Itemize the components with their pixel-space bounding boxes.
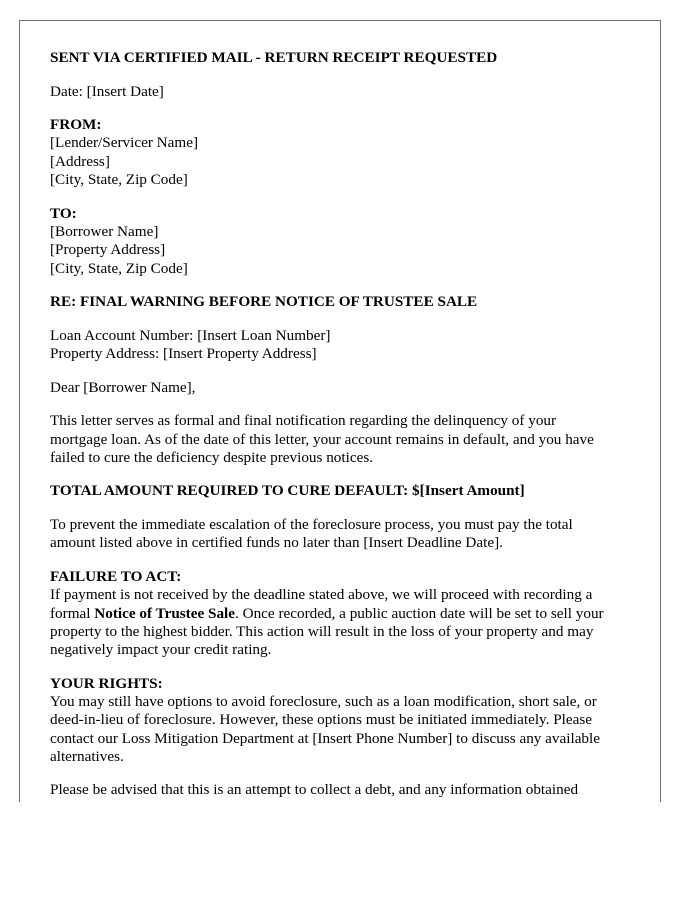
sender-name: [Lender/Servicer Name] [50,134,198,152]
total-amount-block [50,482,640,500]
salutation-block [50,379,640,397]
loan-account-number: Loan Account Number: [Insert Loan Number] [50,326,331,344]
failure-line-suffix: . Once recorded, a public auction date will be set to sell your [235,604,604,622]
recipient-name: [Borrower Name] [50,222,159,240]
date-block [50,83,640,101]
letter-body [50,49,640,802]
recipient-city-state-zip: [City, State, Zip Code] [50,259,188,277]
intro-paragraph [50,412,640,467]
closing-paragraph [50,781,640,799]
subject-line: RE: FINAL WARNING BEFORE NOTICE OF TRUSTEE SALE [50,293,478,311]
sender-city-state-zip: [City, State, Zip Code] [50,171,188,189]
salutation: Dear [Borrower Name], [50,378,196,396]
reference-property-address: Property Address: [Insert Property Address] [50,345,317,363]
intro-line: This letter serves as formal and final notification regarding the delinquency of your [50,412,557,430]
failure-line: If payment is not received by the deadline stated above, we will proceed with recording a [50,586,593,604]
failure-line: negatively impact your credit rating. [50,641,272,659]
intro-line: mortgage loan. As of the date of this letter, your account remains in default, and you have [50,430,594,448]
sender-block [50,116,640,189]
payment-paragraph [50,516,640,553]
rights-section [50,675,640,766]
rights-line: alternatives. [50,747,124,765]
sender-address: [Address] [50,152,110,170]
intro-line: failed to cure the deficiency despite previous notices. [50,448,374,466]
rights-line: You may still have options to avoid foreclosure, such as a loan modification, short sale, or [50,692,597,710]
payment-line: amount listed above in certified funds no later than [Insert Deadline Date]. [50,534,503,552]
subject-block [50,293,640,311]
failure-line-prefix: formal [50,604,95,622]
failure-line [50,605,640,623]
recipient-property-address: [Property Address] [50,241,166,259]
rights-line: contact our Loss Mitigation Department at [Insert Phone Number] to discuss any available [50,729,600,747]
closing-line: Please be advised that this is an attempt to collect a debt, and any information obtained [50,781,579,799]
recipient-block [50,205,640,278]
payment-line: To prevent the immediate escalation of the foreclosure process, you must pay the total [50,516,573,534]
to-heading: TO: [50,204,77,222]
mailing-notice-block [50,49,640,67]
failure-heading: FAILURE TO ACT: [50,567,182,585]
failure-line: property to the highest bidder. This action will result in the loss of your property and may [50,622,594,640]
total-amount-line: TOTAL AMOUNT REQUIRED TO CURE DEFAULT: $[Insert Amount] [50,482,525,500]
letter-page [19,20,661,802]
failure-section [50,568,640,659]
mailing-notice: SENT VIA CERTIFIED MAIL - RETURN RECEIPT REQUESTED [50,49,498,66]
reference-block [50,327,640,364]
rights-line: deed-in-lieu of foreclosure. However, these options must be initiated immediately. Please [50,711,593,729]
rights-heading: YOUR RIGHTS: [50,674,163,692]
from-heading: FROM: [50,116,102,134]
trustee-sale-emphasis: Notice of Trustee Sale [94,604,236,622]
date-line: Date: [Insert Date] [50,82,164,100]
